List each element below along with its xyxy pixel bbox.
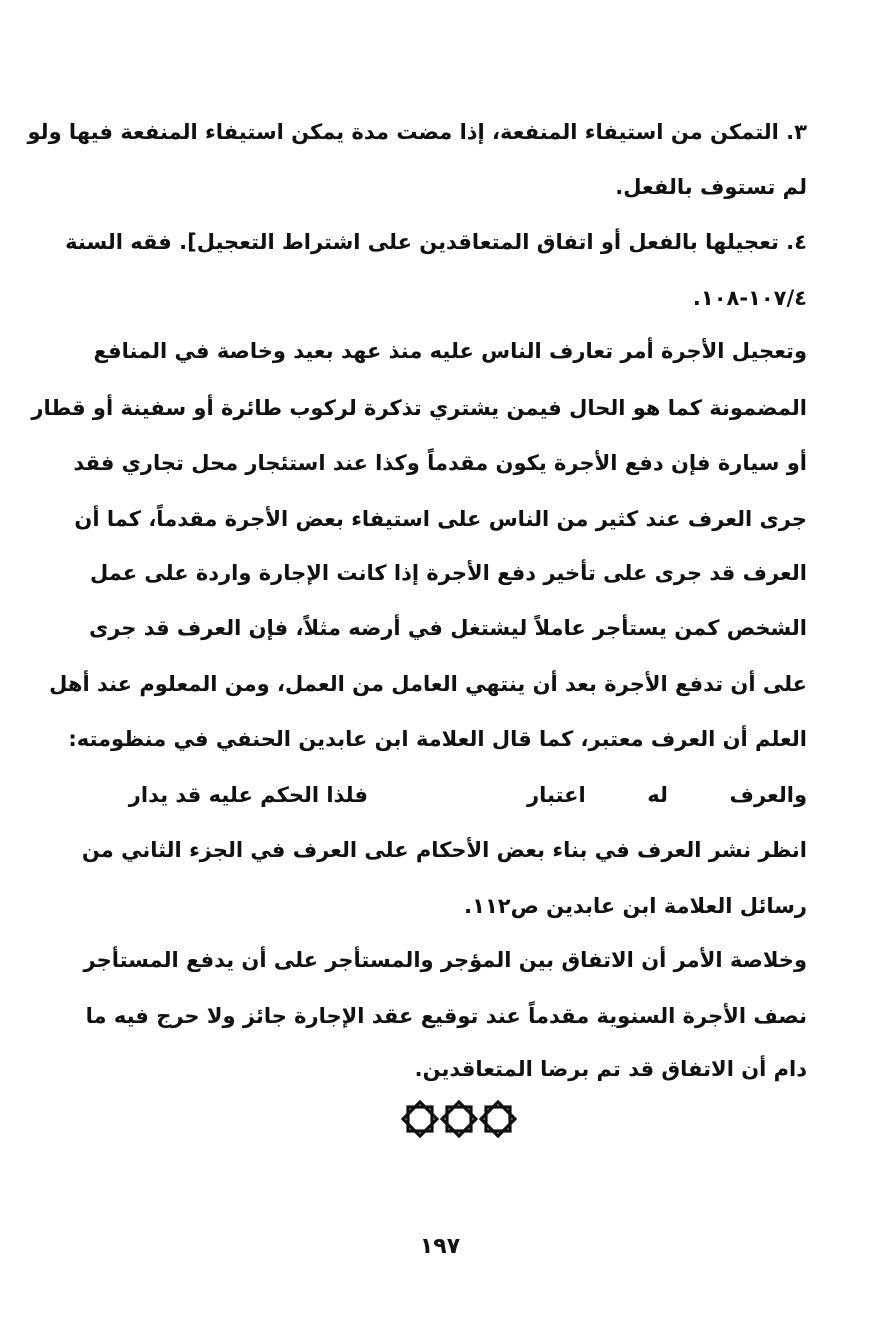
three-star-ornament-icon	[399, 1098, 519, 1142]
conclusion-line-2: نصف الأجرة السنوية مقدماً عند توقيع عقد الإجارة جائز ولا حرج فيه ما	[85, 1004, 807, 1028]
main-paragraph-line-6: الشخص كمن يستأجر عاملاً ليشتغل في أرضه مثلاً، فإن العرف قد جرى	[88, 616, 807, 640]
main-paragraph-line-3: أو سيارة فإن دفع الأجرة يكون مقدماً وكذا عند استئجار محل تجاري فقد	[73, 451, 807, 475]
item-3-line-1: ٣. التمكن من استيفاء المنفعة، إذا مضت مدة يمكن استيفاء المنفعة فيها ولو	[27, 120, 807, 144]
conclusion-line-1: وخلاصة الأمر أن الاتفاق بين المؤجر والمستأجر على أن يدفع المستأجر	[83, 948, 807, 972]
main-paragraph-line-5: العرف قد جرى على تأخير دفع الأجرة إذا كانت الإجارة واردة على عمل	[89, 561, 807, 585]
main-paragraph-line-8: العلم أن العرف معتبر، كما قال العلامة ابن عابدين الحنفي في منظومته:	[68, 727, 807, 751]
verse-first-hemistich: والعرف له اعتبار	[527, 783, 807, 807]
star-ornament-icon	[403, 1102, 437, 1136]
main-paragraph-line-7: على أن تدفع الأجرة بعد أن ينتهي العامل من العمل، ومن المعلوم عند أهل	[49, 672, 807, 696]
item-3-line-2: لم تستوف بالفعل.	[615, 175, 807, 199]
conclusion-line-3: دام أن الاتفاق قد تم برضا المتعاقدين.	[414, 1057, 807, 1081]
star-ornament-icon	[442, 1102, 476, 1136]
star-ornament-icon	[481, 1102, 515, 1136]
page-number: ١٩٧	[419, 1234, 461, 1259]
main-paragraph-line-1: وتعجيل الأجرة أمر تعارف الناس عليه منذ عهد بعيد وخاصة في المنافع	[93, 339, 807, 363]
main-paragraph-line-4: جرى العرف عند كثير من الناس على استيفاء بعض الأجرة مقدماً، كما أن	[74, 507, 807, 531]
verse-second-hemistich: فلذا الحكم عليه قد يدار	[128, 783, 368, 807]
item-4-line-2: ١٠٧/٤-١٠٨.	[692, 286, 807, 310]
main-paragraph-line-2: المضمونة كما هو الحال فيمن يشتري تذكرة لركوب طائرة أو سفينة أو قطار	[31, 396, 807, 420]
reference-line-2: رسائل العلامة ابن عابدين ص١١٢.	[464, 894, 807, 918]
reference-line-1: انظر نشر العرف في بناء بعض الأحكام على العرف في الجزء الثاني من	[81, 838, 807, 862]
item-4-line-1: ٤. تعجيلها بالفعل أو اتفاق المتعاقدين على اشتراط التعجيل]. فقه السنة	[65, 230, 807, 254]
